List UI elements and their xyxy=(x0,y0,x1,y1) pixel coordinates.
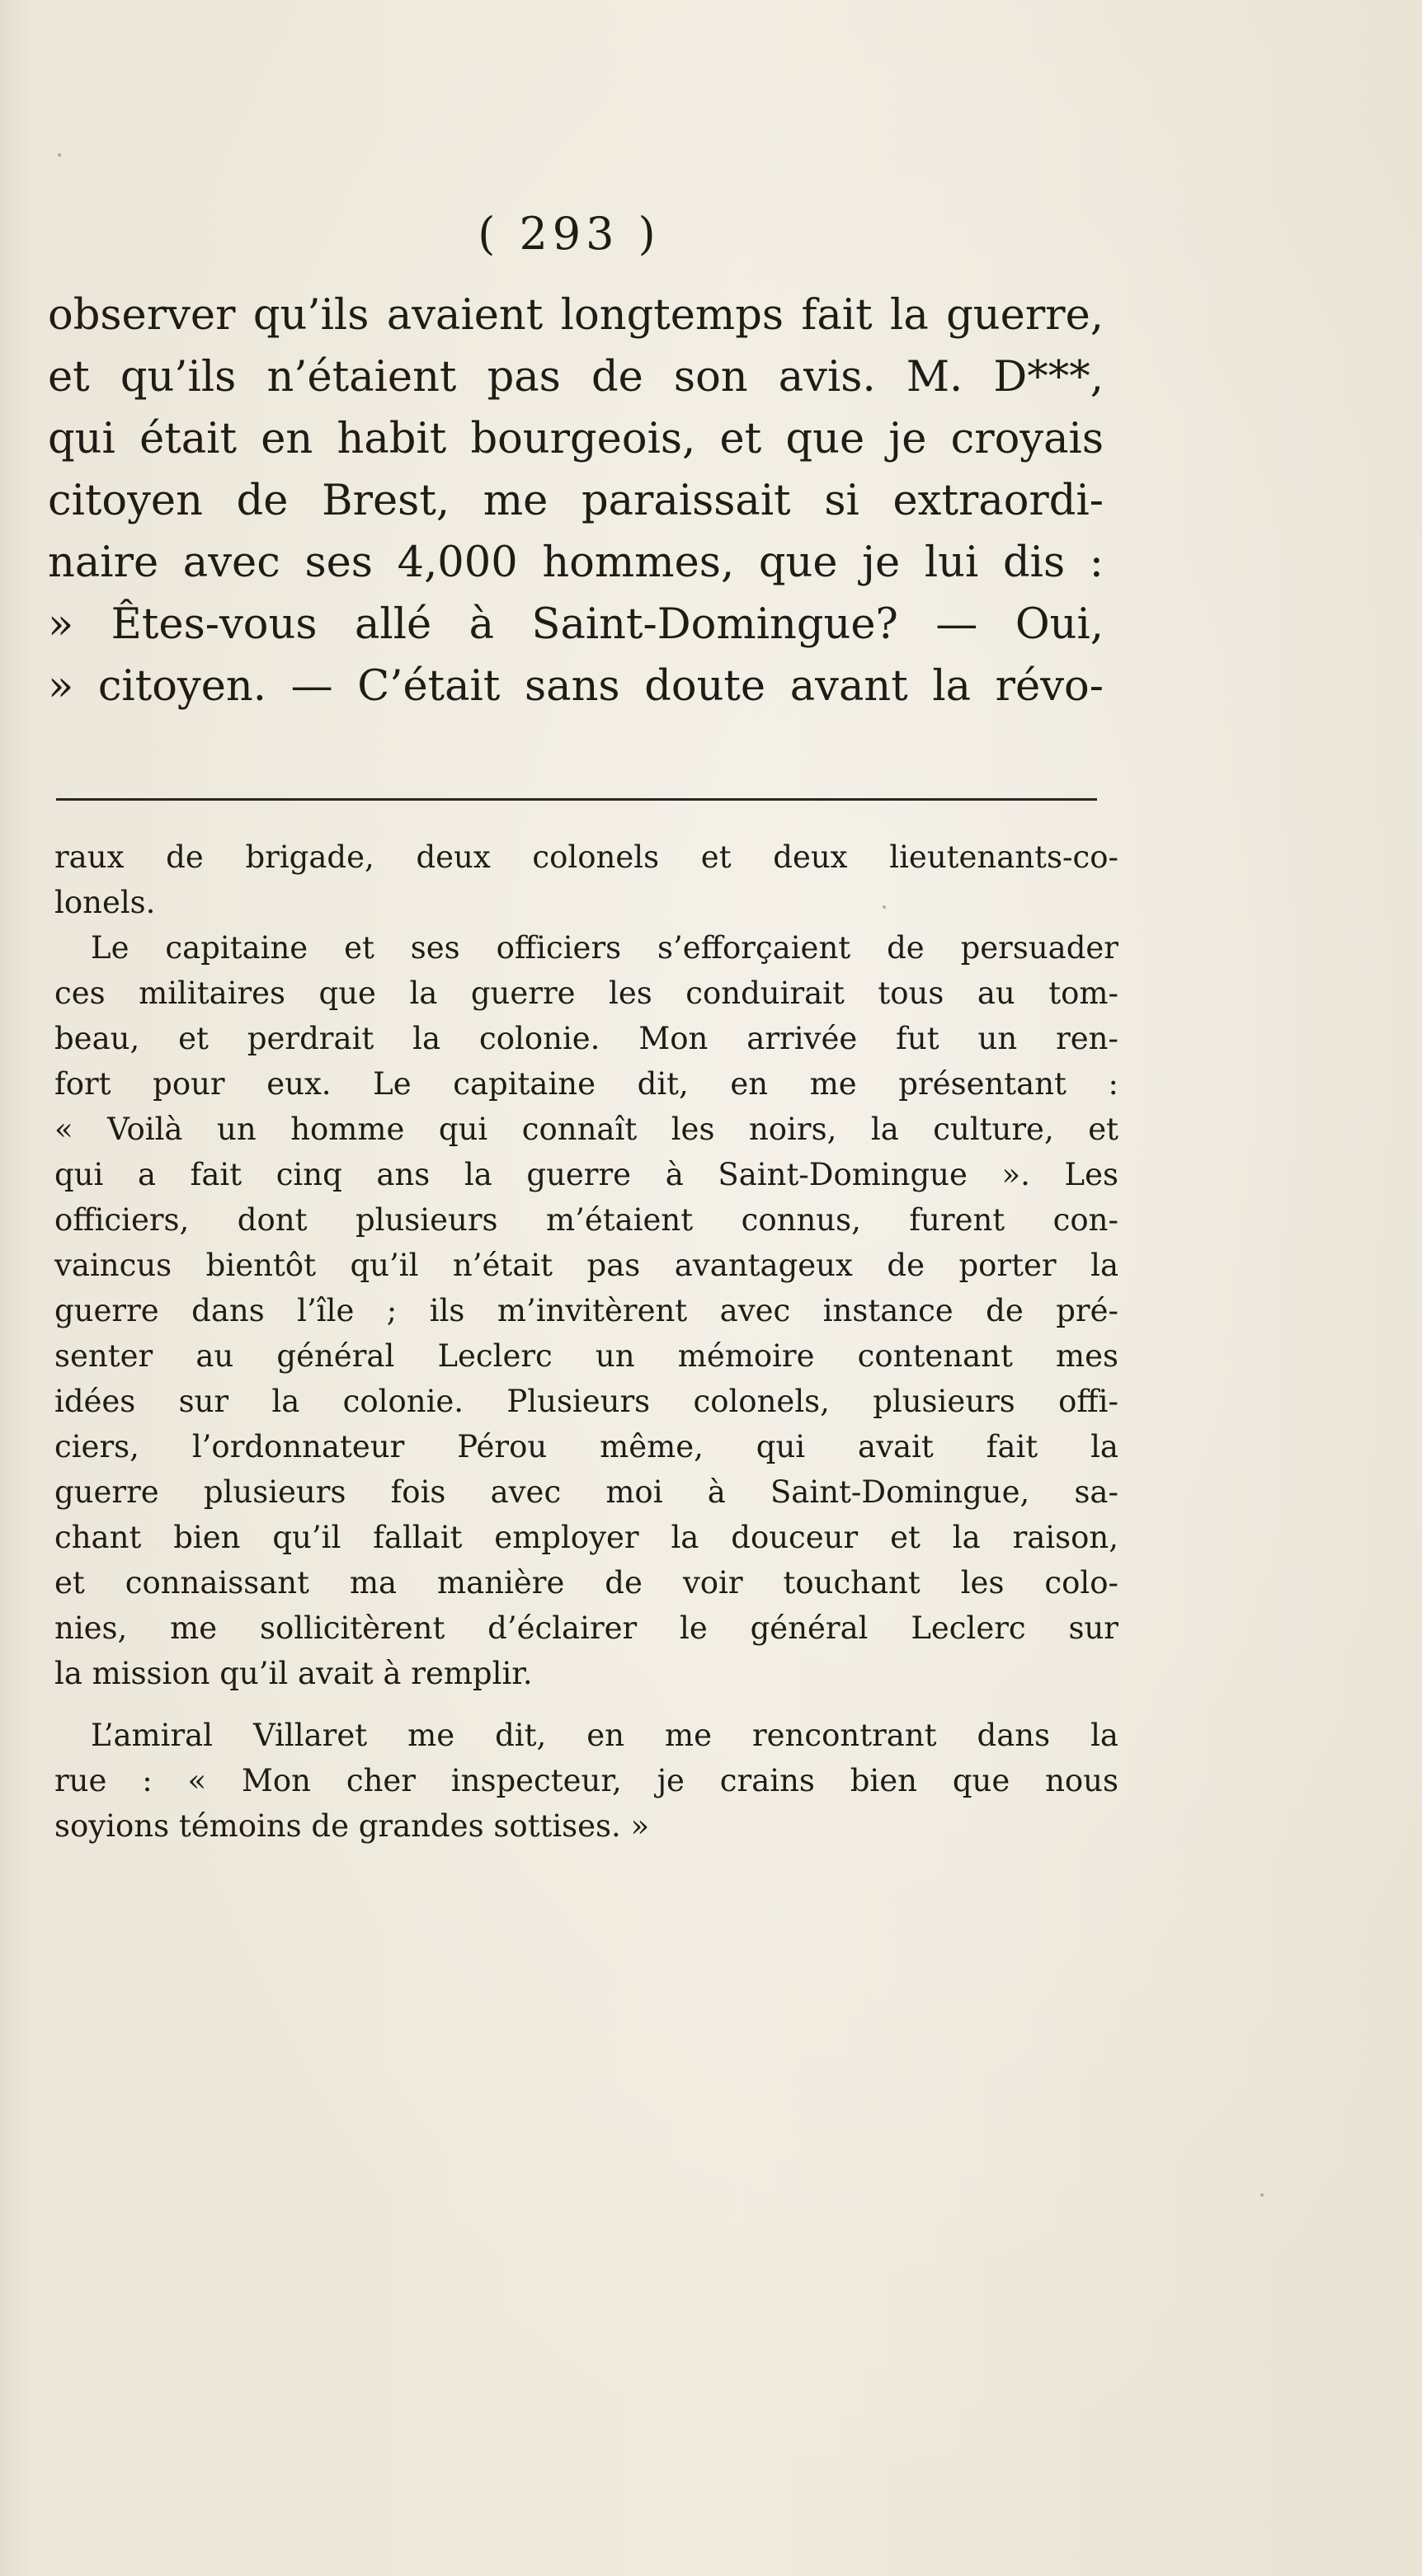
footnote-line: soyions témoins de grandes sottises. » xyxy=(54,1808,650,1844)
footnote-line: ciers, l’ordonnateur Pérou même, qui avait fait la xyxy=(54,1429,1118,1464)
paper-speck xyxy=(58,153,61,157)
footnote-line: fort pour eux. Le capitaine dit, en me présentant : xyxy=(54,1066,1118,1102)
paper-speck xyxy=(883,905,886,909)
footnote-line: lonels. xyxy=(54,885,156,920)
footnote-line: beau, et perdrait la colonie. Mon arrivée fut un ren- xyxy=(54,1021,1118,1056)
main-text xyxy=(48,284,1104,717)
footnote-line: nies, me sollicitèrent d’éclairer le général Leclerc sur xyxy=(54,1610,1118,1646)
footnote-line: chant bien qu’il fallait employer la douceur et la raison, xyxy=(54,1520,1118,1555)
text-line: » Êtes-vous allé à Saint-Domingue? — Oui, xyxy=(48,600,1104,649)
text-line: » citoyen. — C’était sans doute avant la révo- xyxy=(48,662,1104,711)
footnote-line: L’amiral Villaret me dit, en me rencontrant dans la xyxy=(91,1718,1118,1753)
footnote-line: guerre plusieurs fois avec moi à Saint-Domingue, sa- xyxy=(54,1474,1118,1510)
text-line: observer qu’ils avaient longtemps fait la guerre, xyxy=(48,291,1104,340)
footnote-line: vaincus bientôt qu’il n’était pas avantageux de porter la xyxy=(54,1248,1118,1283)
footnote-line: guerre dans l’île ; ils m’invitèrent avec instance de pré- xyxy=(54,1293,1118,1328)
paragraph-gap xyxy=(54,1696,1118,1713)
footnote-line: Le capitaine et ses officiers s’efforçaient de persuader xyxy=(91,930,1118,966)
footnote-line: rue : « Mon cher inspecteur, je crains bien que nous xyxy=(54,1763,1118,1798)
footnote-line: la mission qu’il avait à remplir. xyxy=(54,1656,533,1691)
page-number: ( 293 ) xyxy=(478,208,661,260)
footnote-line: « Voilà un homme qui connaît les noirs, la culture, et xyxy=(54,1112,1118,1147)
paper-speck xyxy=(1260,2193,1264,2197)
footnote-line: idées sur la colonie. Plusieurs colonels, plusieurs offi- xyxy=(54,1384,1118,1419)
footnote xyxy=(54,834,1118,1849)
footnote-divider xyxy=(56,798,1097,801)
footnote-line: officiers, dont plusieurs m’étaient connus, furent con- xyxy=(54,1202,1118,1238)
footnote-line: senter au général Leclerc un mémoire contenant mes xyxy=(54,1338,1118,1374)
footnote-line: qui a fait cinq ans la guerre à Saint-Domingue ». Les xyxy=(54,1157,1118,1192)
footnote-line: ces militaires que la guerre les conduirait tous au tom- xyxy=(54,975,1118,1011)
text-line: qui était en habit bourgeois, et que je croyais xyxy=(48,415,1104,463)
text-line: et qu’ils n’étaient pas de son avis. M. D***, xyxy=(48,353,1104,402)
footnote-line: raux de brigade, deux colonels et deux lieutenants-co- xyxy=(54,839,1118,875)
text-line: citoyen de Brest, me paraissait si extraordi- xyxy=(48,477,1104,525)
text-line: naire avec ses 4,000 hommes, que je lui dis : xyxy=(48,538,1104,587)
footnote-line: et connaissant ma manière de voir touchant les colo- xyxy=(54,1565,1118,1601)
